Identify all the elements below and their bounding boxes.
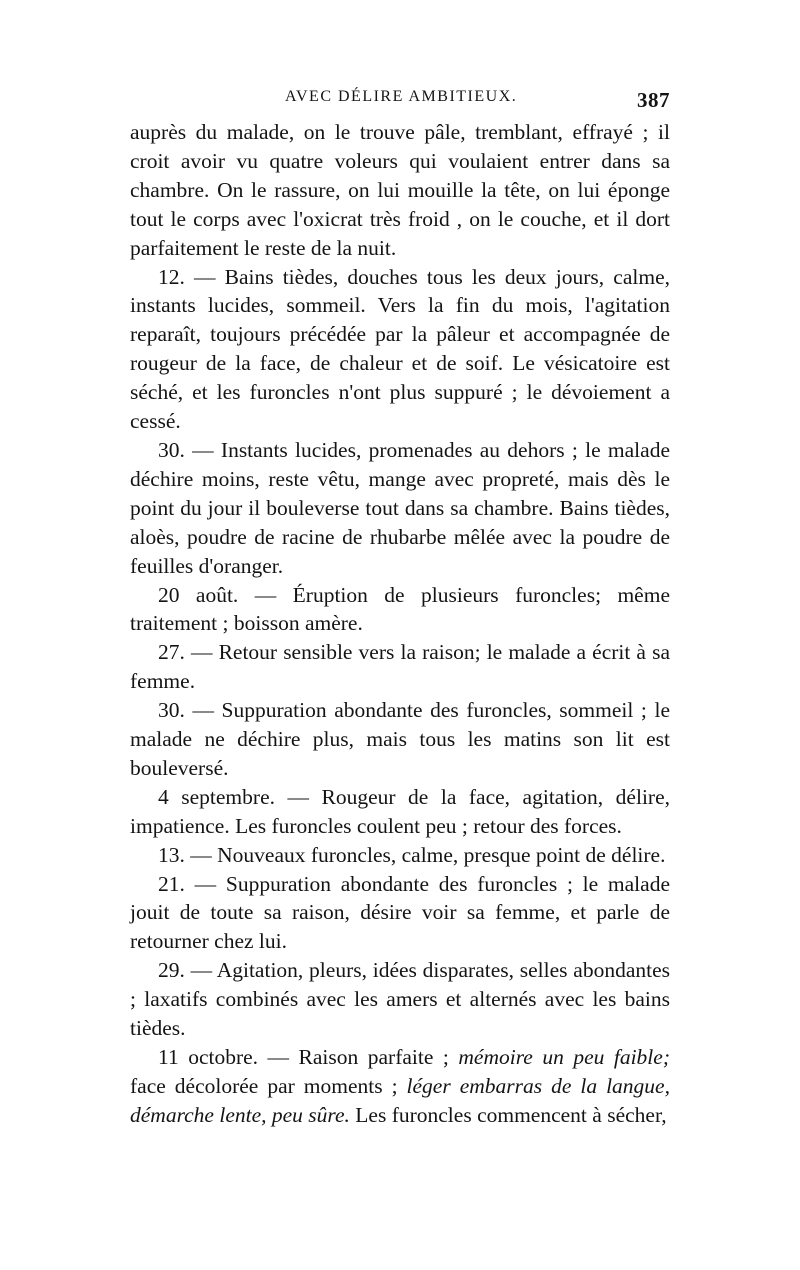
italic-segment: mémoire un peu faible;: [458, 1045, 670, 1069]
text-segment: 20 août. — Éruption de plusieurs furoncles; même traitement ; boisson amère.: [130, 582, 670, 636]
paragraph-entry: [130, 436, 670, 581]
paragraph-entry: [130, 956, 670, 1043]
text-segment: face décolorée par moments ;: [130, 1073, 407, 1098]
text-segment: 30. — Instants lucides, promenades au dehors ; le malade déchire moins, reste vêtu, mange avec propreté, mais dès le point du jour il bouleverse tout dans sa chambre. Bains tièdes, aloès, poudre de racine de rhubarbe mêlée avec la poudre de feuilles d'oranger.: [130, 437, 670, 578]
text-segment: 27. — Retour sensible vers la raison; le malade a écrit à sa femme.: [130, 640, 670, 694]
text-segment: 4 septembre. — Rougeur de la face, agitation, délire, impatience. Les furoncles coulent peu ; retour des forces.: [130, 784, 670, 838]
body-text: [130, 118, 670, 1130]
paragraph-entry: [130, 638, 670, 696]
text-segment: 12. — Bains tièdes, douches tous les deux jours, calme, instants lucides, sommeil. Vers la fin du mois, l'agitation reparaît, toujours précédée par la pâleur et accompagnée de rougeur de la face, de chaleur et de soif. Le vésicatoire est séché, et les furoncles n'ont plus suppuré ; le dévoiement a cessé.: [130, 264, 670, 434]
text-segment: auprès du malade, on le trouve pâle, tremblant, effrayé ; il croit avoir vu quatre voleurs qui voulaient entrer dans sa chambre. On le rassure, on lui mouille la tête, on lui éponge tout le corps avec l'oxicrat très froid , on le couche, et il dort parfaitement le reste de la nuit.: [130, 120, 670, 260]
paragraph-entry: [130, 870, 670, 957]
text-segment: 11 octobre. — Raison parfaite ;: [158, 1045, 459, 1069]
text-segment: 21. — Suppuration abondante des furoncles ; le malade jouit de toute sa raison, désire voir sa femme, et parle de retourner chez lui.: [130, 871, 670, 954]
paragraph-entry: [130, 581, 670, 639]
text-segment: 29. — Agitation, pleurs, idées disparates, selles abondantes ; laxatifs combinés avec les amers et alternés avec les bains tièdes.: [130, 958, 670, 1041]
text-segment: Les furoncles commencent à sécher,: [349, 1102, 667, 1127]
text-segment: 30. — Suppuration abondante des furoncles, sommeil ; le malade ne déchire plus, mais tous les matins son lit est bouleversé.: [130, 698, 670, 780]
paragraph-entry: [130, 1043, 670, 1130]
book-page: [130, 88, 670, 1130]
italic-segment: léger embarras de la langue, démarche lente, peu sûre.: [130, 1073, 670, 1127]
paragraph-entry: [130, 263, 670, 436]
paragraph-entry: [130, 841, 670, 870]
paragraph-entry: [130, 783, 670, 841]
running-head: [130, 88, 670, 118]
paragraph-entry: [130, 696, 670, 783]
running-title: AVEC DÉLIRE AMBITIEUX.: [285, 88, 518, 105]
paragraph-continuation: [130, 118, 670, 263]
page-number: 387: [637, 88, 670, 112]
text-segment: 13. — Nouveaux furoncles, calme, presque point de délire.: [158, 842, 666, 867]
